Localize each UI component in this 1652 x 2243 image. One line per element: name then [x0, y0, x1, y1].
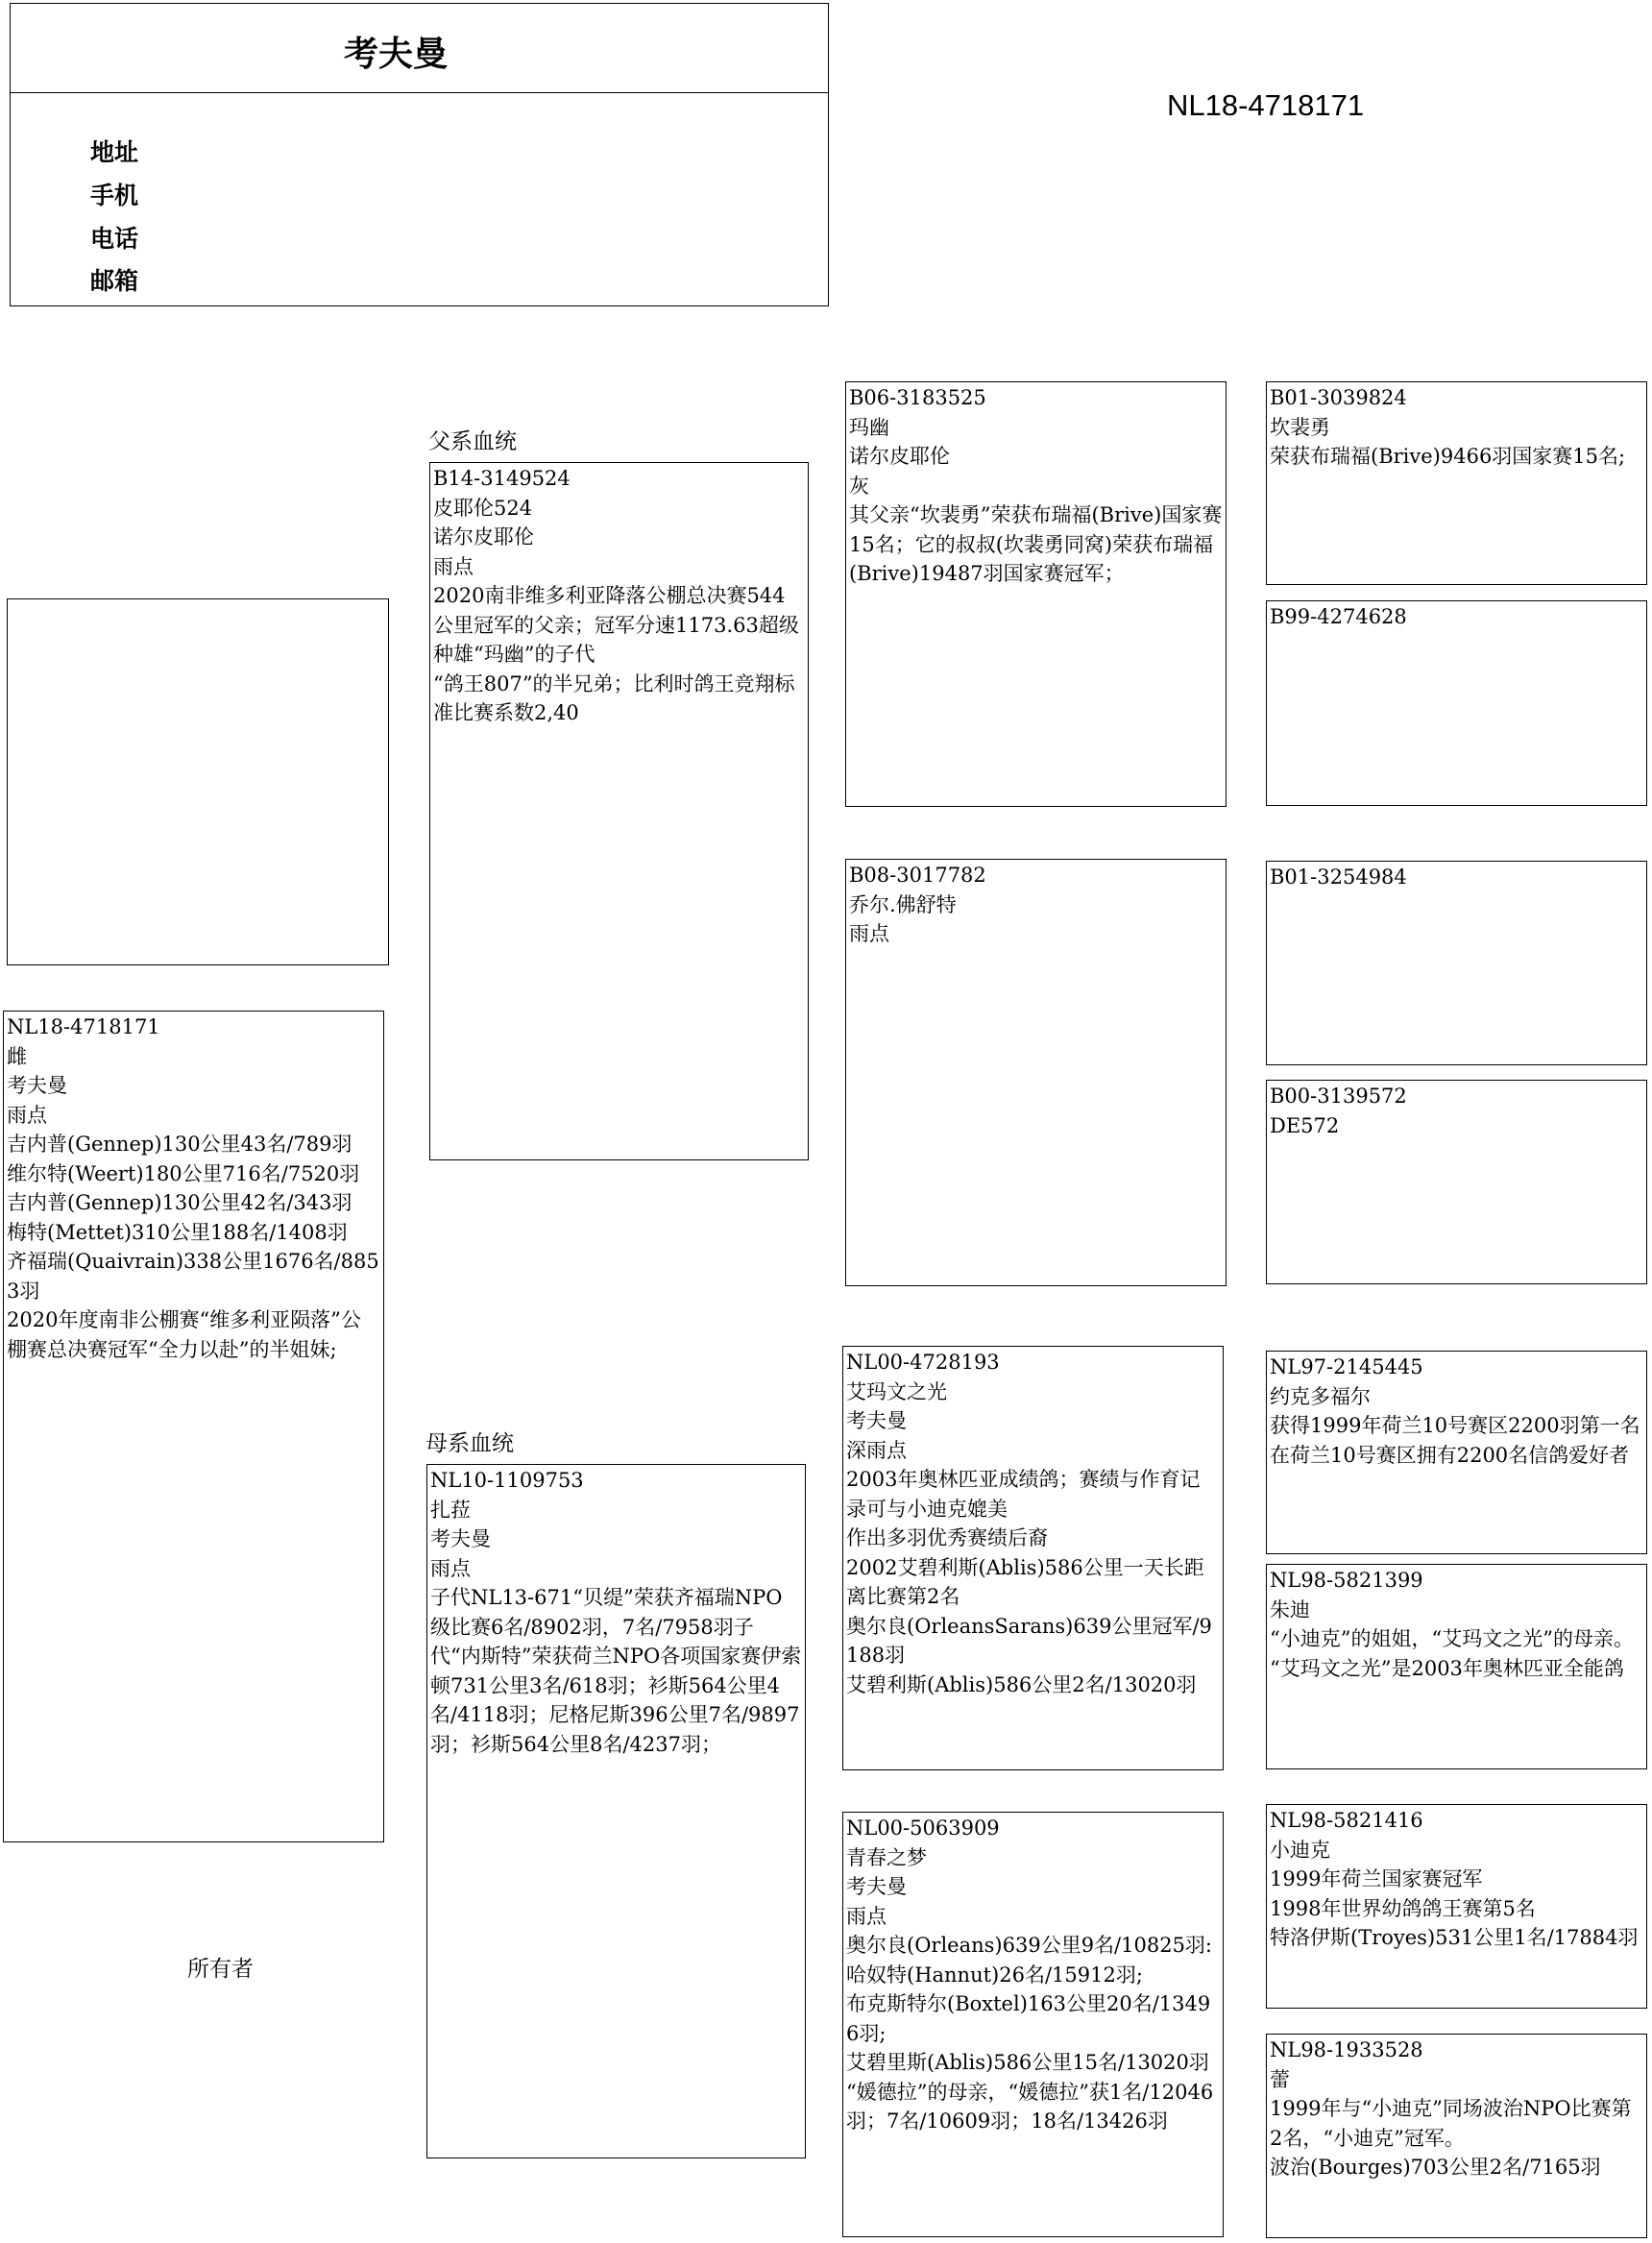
mobile-label: 手机	[90, 182, 139, 209]
sire-dam-color: 雨点	[849, 922, 889, 945]
sire-note: “鸽王807”的半兄弟；比利时鸽王竞翔标准比赛系数2,40	[433, 671, 795, 724]
sire-breeder: 诺尔皮耶伦	[433, 525, 534, 549]
great-grandparent-5-card	[1266, 1351, 1647, 1554]
ggp-name: 小迪克	[1270, 1838, 1330, 1862]
address-label: 地址	[90, 138, 139, 166]
dam-sire-note: 奥尔良(OrleansSarans)639公里冠军/9188羽	[846, 1614, 1212, 1667]
sire-card	[429, 462, 809, 1160]
owner-label: 所有者	[187, 1957, 254, 1982]
dam-sire-note: 作出多羽优秀赛绩后裔	[846, 1526, 1048, 1549]
owner-name: 考夫曼	[344, 35, 449, 74]
ggp-note: 1998年世界幼鸽鸽王赛第5名	[1270, 1896, 1536, 1920]
great-grandparent-1-card	[1266, 381, 1647, 585]
dam-dam-breeder: 考夫曼	[846, 1875, 907, 1898]
ggp-name: 坎裴勇	[1270, 415, 1330, 439]
ggp-ring: NL98-5821416	[1270, 1809, 1423, 1832]
sire-sire-breeder: 诺尔皮耶伦	[849, 445, 950, 468]
sire-dam-ring: B08-3017782	[849, 864, 986, 887]
sire-sire-note: 其父亲“坎裴勇”荣获布瑞福(Brive)国家赛15名；它的叔叔(坎裴勇同窝)荣获布瑞福(Brive)19487羽国家赛冠军；	[849, 503, 1223, 585]
ggp-name: 蕾	[1270, 2067, 1290, 2091]
ggp-ring: B00-3139572	[1270, 1085, 1407, 1108]
sire-sire-card	[845, 381, 1227, 807]
dam-dam-note: 艾碧里斯(Ablis)586公里15名/13020羽	[846, 2051, 1209, 2074]
subject-color: 雨点	[7, 1103, 47, 1127]
subject-note: 2020年度南非公棚赛“维多利亚陨落”公棚赛总决赛冠军“全力以赴”的半姐妹;	[7, 1308, 361, 1361]
photo-placeholder	[7, 598, 389, 965]
dam-sire-breeder: 考夫曼	[846, 1409, 907, 1432]
ggp-name: 朱迪	[1270, 1597, 1310, 1621]
dam-color: 雨点	[430, 1556, 471, 1580]
dam-dam-note: 奥尔良(Orleans)639公里9名/10825羽:	[846, 1934, 1213, 1957]
ggp-name: DE572	[1270, 1113, 1340, 1137]
sire-sire-color: 灰	[849, 474, 869, 498]
ggp-ring: B99-4274628	[1270, 605, 1407, 628]
dam-ring: NL10-1109753	[430, 1469, 584, 1492]
sire-sire-name: 玛幽	[849, 415, 889, 439]
great-grandparent-4-card	[1266, 1080, 1647, 1284]
dam-sire-color: 深雨点	[846, 1438, 907, 1462]
subject-ring: NL18-4718171	[7, 1015, 160, 1038]
sire-dam-card	[845, 859, 1227, 1286]
sire-name: 皮耶伦524	[433, 496, 533, 520]
dam-card	[426, 1464, 806, 2158]
dam-sire-note: 2002艾碧利斯(Ablis)586公里一天长距离比赛第2名	[846, 1555, 1204, 1608]
sire-ring: B14-3149524	[433, 467, 571, 490]
dam-dam-card	[842, 1812, 1224, 2237]
subject-result: 维尔特(Weert)180公里716名/7520羽	[7, 1161, 360, 1185]
dam-dam-color: 雨点	[846, 1904, 887, 1928]
great-grandparent-7-card	[1266, 1804, 1647, 2009]
ggp-note: 荣获布瑞福(Brive)9466羽国家赛15名;	[1270, 445, 1626, 468]
dam-breeder: 考夫曼	[430, 1527, 491, 1550]
dam-sire-note: 艾碧利斯(Ablis)586公里2名/13020羽	[846, 1672, 1197, 1696]
ggp-note: 波治(Bourges)703公里2名/7165羽	[1270, 2156, 1601, 2179]
dam-name: 扎菈	[430, 1498, 471, 1522]
header-divider	[10, 92, 829, 93]
dam-dam-name: 青春之梦	[846, 1845, 927, 1869]
sire-sire-ring: B06-3183525	[849, 386, 986, 409]
sire-note: 2020南非维多利亚降落公棚总决赛544公里冠军的父亲；冠军分速1173.63超级种雄“玛幽”的子代	[433, 584, 799, 666]
subject-result: 齐福瑞(Quaivrain)338公里1676名/8853羽	[7, 1250, 379, 1303]
ggp-note: “艾玛文之光”是2003年奥林匹亚全能鸽	[1270, 1656, 1624, 1680]
dam-dam-note: “媛德拉”的母亲，“媛德拉”获1名/12046羽；7名/10609羽；18名/13426羽	[846, 2080, 1214, 2133]
subject-card	[3, 1011, 384, 1842]
ggp-ring: NL98-1933528	[1270, 2038, 1423, 2061]
dam-dam-ring: NL00-5063909	[846, 1816, 1000, 1840]
subject-result: 吉内普(Gennep)130公里42名/343羽	[7, 1191, 352, 1214]
sire-dam-name: 乔尔.佛舒特	[849, 892, 957, 916]
ggp-ring: NL98-5821399	[1270, 1569, 1423, 1592]
phone-label: 电话	[90, 225, 139, 253]
subject-breeder: 考夫曼	[7, 1074, 67, 1097]
ggp-note: 获得1999年荷兰10号赛区2200羽第一名	[1270, 1414, 1640, 1437]
ggp-name: 约克多福尔	[1270, 1384, 1371, 1408]
dam-dam-note: 哈奴特(Hannut)26名/15912羽;	[846, 1963, 1143, 1987]
dam-line-label: 母系血统	[425, 1431, 514, 1456]
subject-sex: 雌	[7, 1044, 27, 1068]
ggp-ring: B01-3039824	[1270, 386, 1407, 409]
subject-result: 吉内普(Gennep)130公里43名/789羽	[7, 1133, 352, 1156]
great-grandparent-3-card	[1266, 861, 1647, 1065]
dam-note: 子代NL13-671“贝缇”荣获齐福瑞NPO级比赛6名/8902羽，7名/7958羽子代“内斯特”荣获荷兰NPO各项国家赛伊索顿731公里3名/618羽；衫斯564公里4名/4118羽；尼格尼斯396公里7名/9897羽；衫斯564公里8名/4237羽；	[430, 1586, 802, 1756]
great-grandparent-2-card	[1266, 600, 1647, 806]
ggp-note: “小迪克”的姐姐，“艾玛文之光”的母亲。	[1270, 1627, 1634, 1650]
sire-color: 雨点	[433, 554, 474, 578]
ggp-note: 在荷兰10号赛区拥有2200名信鸽爱好者	[1270, 1443, 1630, 1467]
dam-sire-name: 艾玛文之光	[846, 1379, 947, 1403]
sire-line-label: 父系血统	[428, 429, 517, 454]
great-grandparent-8-card	[1266, 2034, 1647, 2238]
ggp-ring: B01-3254984	[1270, 866, 1407, 889]
ggp-note: 1999年与“小迪克”同场波治NPO比赛第2名，“小迪克”冠军。	[1270, 2097, 1632, 2150]
dam-sire-note: 2003年奥林匹亚成绩鸽；赛绩与作育记录可与小迪克媲美	[846, 1468, 1201, 1521]
subject-result: 梅特(Mettet)310公里188名/1408羽	[7, 1220, 348, 1244]
email-label: 邮箱	[90, 267, 139, 295]
dam-sire-card	[842, 1346, 1224, 1770]
ggp-note: 特洛伊斯(Troyes)531公里1名/17884羽	[1270, 1926, 1639, 1949]
dam-sire-ring: NL00-4728193	[846, 1351, 1000, 1374]
ring-number: NL18-4718171	[1167, 88, 1365, 122]
dam-dam-note: 布克斯特尔(Boxtel)163公里20名/13496羽;	[846, 1992, 1211, 2045]
ggp-ring: NL97-2145445	[1270, 1355, 1423, 1378]
ggp-note: 1999年荷兰国家赛冠军	[1270, 1867, 1483, 1890]
great-grandparent-6-card	[1266, 1564, 1647, 1769]
